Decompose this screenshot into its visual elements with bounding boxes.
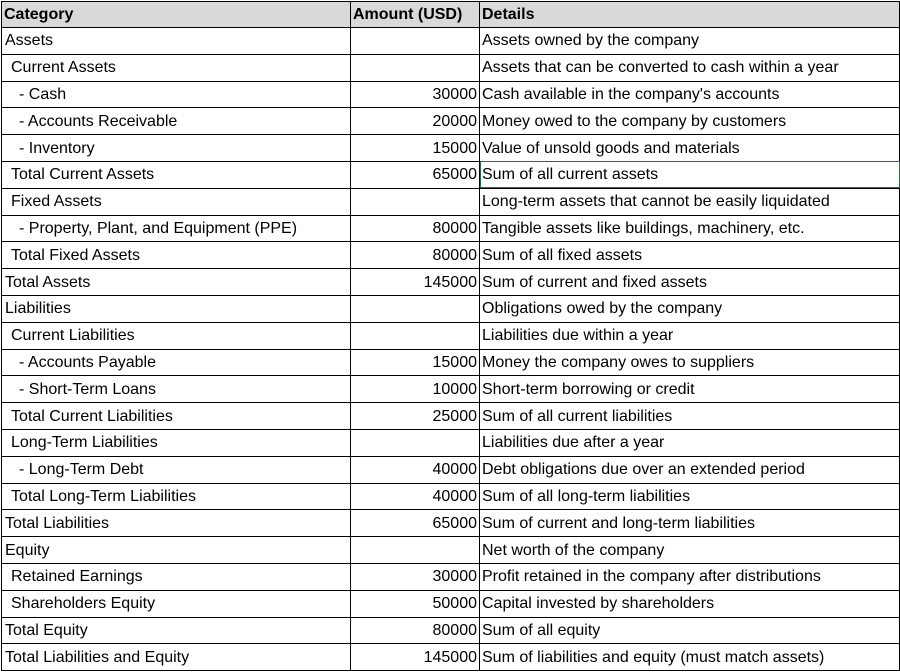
- details-cell[interactable]: Liabilities due after a year: [480, 429, 900, 456]
- amount-cell[interactable]: 20000: [351, 108, 480, 135]
- table-row: [2, 81, 900, 108]
- table-row: [2, 403, 900, 430]
- category-cell[interactable]: - Long-Term Debt: [2, 456, 351, 483]
- amount-cell[interactable]: [351, 537, 480, 564]
- category-cell[interactable]: Total Current Assets: [2, 161, 351, 188]
- category-cell[interactable]: - Cash: [2, 81, 351, 108]
- details-cell[interactable]: Short-term borrowing or credit: [480, 376, 900, 403]
- details-cell[interactable]: Obligations owed by the company: [480, 295, 900, 322]
- amount-cell[interactable]: [351, 28, 480, 55]
- details-cell[interactable]: Liabilities due within a year: [480, 322, 900, 349]
- category-cell[interactable]: Total Liabilities: [2, 510, 351, 537]
- table-row: [2, 269, 900, 296]
- details-cell[interactable]: Money owed to the company by customers: [480, 108, 900, 135]
- category-cell[interactable]: Liabilities: [2, 295, 351, 322]
- details-cell[interactable]: Sum of all current assets: [480, 161, 900, 188]
- details-cell[interactable]: Tangible assets like buildings, machinery, etc.: [480, 215, 900, 242]
- amount-cell[interactable]: 65000: [351, 510, 480, 537]
- amount-cell[interactable]: [351, 188, 480, 215]
- table-row: [2, 590, 900, 617]
- category-cell[interactable]: Total Equity: [2, 617, 351, 644]
- amount-cell[interactable]: 50000: [351, 590, 480, 617]
- amount-cell[interactable]: [351, 429, 480, 456]
- amount-cell[interactable]: 15000: [351, 135, 480, 162]
- amount-cell[interactable]: 10000: [351, 376, 480, 403]
- details-cell[interactable]: Long-term assets that cannot be easily liquidated: [480, 188, 900, 215]
- table-row: [2, 617, 900, 644]
- category-cell[interactable]: Current Assets: [2, 54, 351, 81]
- category-cell[interactable]: - Property, Plant, and Equipment (PPE): [2, 215, 351, 242]
- amount-cell[interactable]: [351, 322, 480, 349]
- amount-cell[interactable]: 30000: [351, 563, 480, 590]
- amount-cell[interactable]: 40000: [351, 456, 480, 483]
- category-cell[interactable]: Total Assets: [2, 269, 351, 296]
- table-row: [2, 563, 900, 590]
- table-row: [2, 510, 900, 537]
- table-row: [2, 161, 900, 188]
- amount-cell[interactable]: 80000: [351, 242, 480, 269]
- details-cell[interactable]: Assets owned by the company: [480, 28, 900, 55]
- table-row: [2, 188, 900, 215]
- table-row: [2, 644, 900, 671]
- table-row: [2, 537, 900, 564]
- category-cell[interactable]: Total Current Liabilities: [2, 403, 351, 430]
- amount-cell[interactable]: [351, 295, 480, 322]
- table-row: [2, 456, 900, 483]
- category-cell[interactable]: - Inventory: [2, 135, 351, 162]
- category-cell[interactable]: Equity: [2, 537, 351, 564]
- category-cell[interactable]: Retained Earnings: [2, 563, 351, 590]
- details-cell[interactable]: Sum of liabilities and equity (must match assets): [480, 644, 900, 671]
- details-cell[interactable]: Cash available in the company's accounts: [480, 81, 900, 108]
- table-row: [2, 483, 900, 510]
- table-row: [2, 54, 900, 81]
- category-cell[interactable]: - Accounts Receivable: [2, 108, 351, 135]
- details-cell[interactable]: Sum of all current liabilities: [480, 403, 900, 430]
- table-row: [2, 242, 900, 269]
- category-cell[interactable]: Assets: [2, 28, 351, 55]
- header-row: [2, 2, 900, 28]
- category-cell[interactable]: Total Liabilities and Equity: [2, 644, 351, 671]
- category-cell[interactable]: Fixed Assets: [2, 188, 351, 215]
- category-cell[interactable]: Shareholders Equity: [2, 590, 351, 617]
- header-details[interactable]: Details: [480, 2, 900, 28]
- spreadsheet-grid: [1, 1, 899, 671]
- details-cell[interactable]: Profit retained in the company after distributions: [480, 563, 900, 590]
- table-row: [2, 376, 900, 403]
- balance-sheet-table: [1, 1, 900, 671]
- table-row: [2, 349, 900, 376]
- details-cell[interactable]: Sum of all long-term liabilities: [480, 483, 900, 510]
- amount-cell[interactable]: 25000: [351, 403, 480, 430]
- table-row: [2, 135, 900, 162]
- amount-cell[interactable]: 40000: [351, 483, 480, 510]
- details-cell[interactable]: Value of unsold goods and materials: [480, 135, 900, 162]
- category-cell[interactable]: - Short-Term Loans: [2, 376, 351, 403]
- amount-cell[interactable]: 80000: [351, 617, 480, 644]
- table-row: [2, 322, 900, 349]
- details-cell[interactable]: Sum of current and fixed assets: [480, 269, 900, 296]
- amount-cell[interactable]: [351, 54, 480, 81]
- details-cell[interactable]: Sum of all equity: [480, 617, 900, 644]
- category-cell[interactable]: Total Long-Term Liabilities: [2, 483, 351, 510]
- details-cell[interactable]: Net worth of the company: [480, 537, 900, 564]
- details-cell[interactable]: Money the company owes to suppliers: [480, 349, 900, 376]
- details-cell[interactable]: Capital invested by shareholders: [480, 590, 900, 617]
- amount-cell[interactable]: 80000: [351, 215, 480, 242]
- amount-cell[interactable]: 145000: [351, 269, 480, 296]
- category-cell[interactable]: Total Fixed Assets: [2, 242, 351, 269]
- header-category[interactable]: Category: [2, 2, 351, 28]
- amount-cell[interactable]: 30000: [351, 81, 480, 108]
- amount-cell[interactable]: 15000: [351, 349, 480, 376]
- amount-cell[interactable]: 145000: [351, 644, 480, 671]
- table-row: [2, 295, 900, 322]
- category-cell[interactable]: Long-Term Liabilities: [2, 429, 351, 456]
- details-cell[interactable]: Assets that can be converted to cash within a year: [480, 54, 900, 81]
- table-row: [2, 429, 900, 456]
- category-cell[interactable]: Current Liabilities: [2, 322, 351, 349]
- category-cell[interactable]: - Accounts Payable: [2, 349, 351, 376]
- amount-cell[interactable]: 65000: [351, 161, 480, 188]
- header-amount[interactable]: Amount (USD): [351, 2, 480, 28]
- table-row: [2, 215, 900, 242]
- table-row: [2, 28, 900, 55]
- details-cell[interactable]: Debt obligations due over an extended period: [480, 456, 900, 483]
- details-cell[interactable]: Sum of current and long-term liabilities: [480, 510, 900, 537]
- details-cell[interactable]: Sum of all fixed assets: [480, 242, 900, 269]
- table-row: [2, 108, 900, 135]
